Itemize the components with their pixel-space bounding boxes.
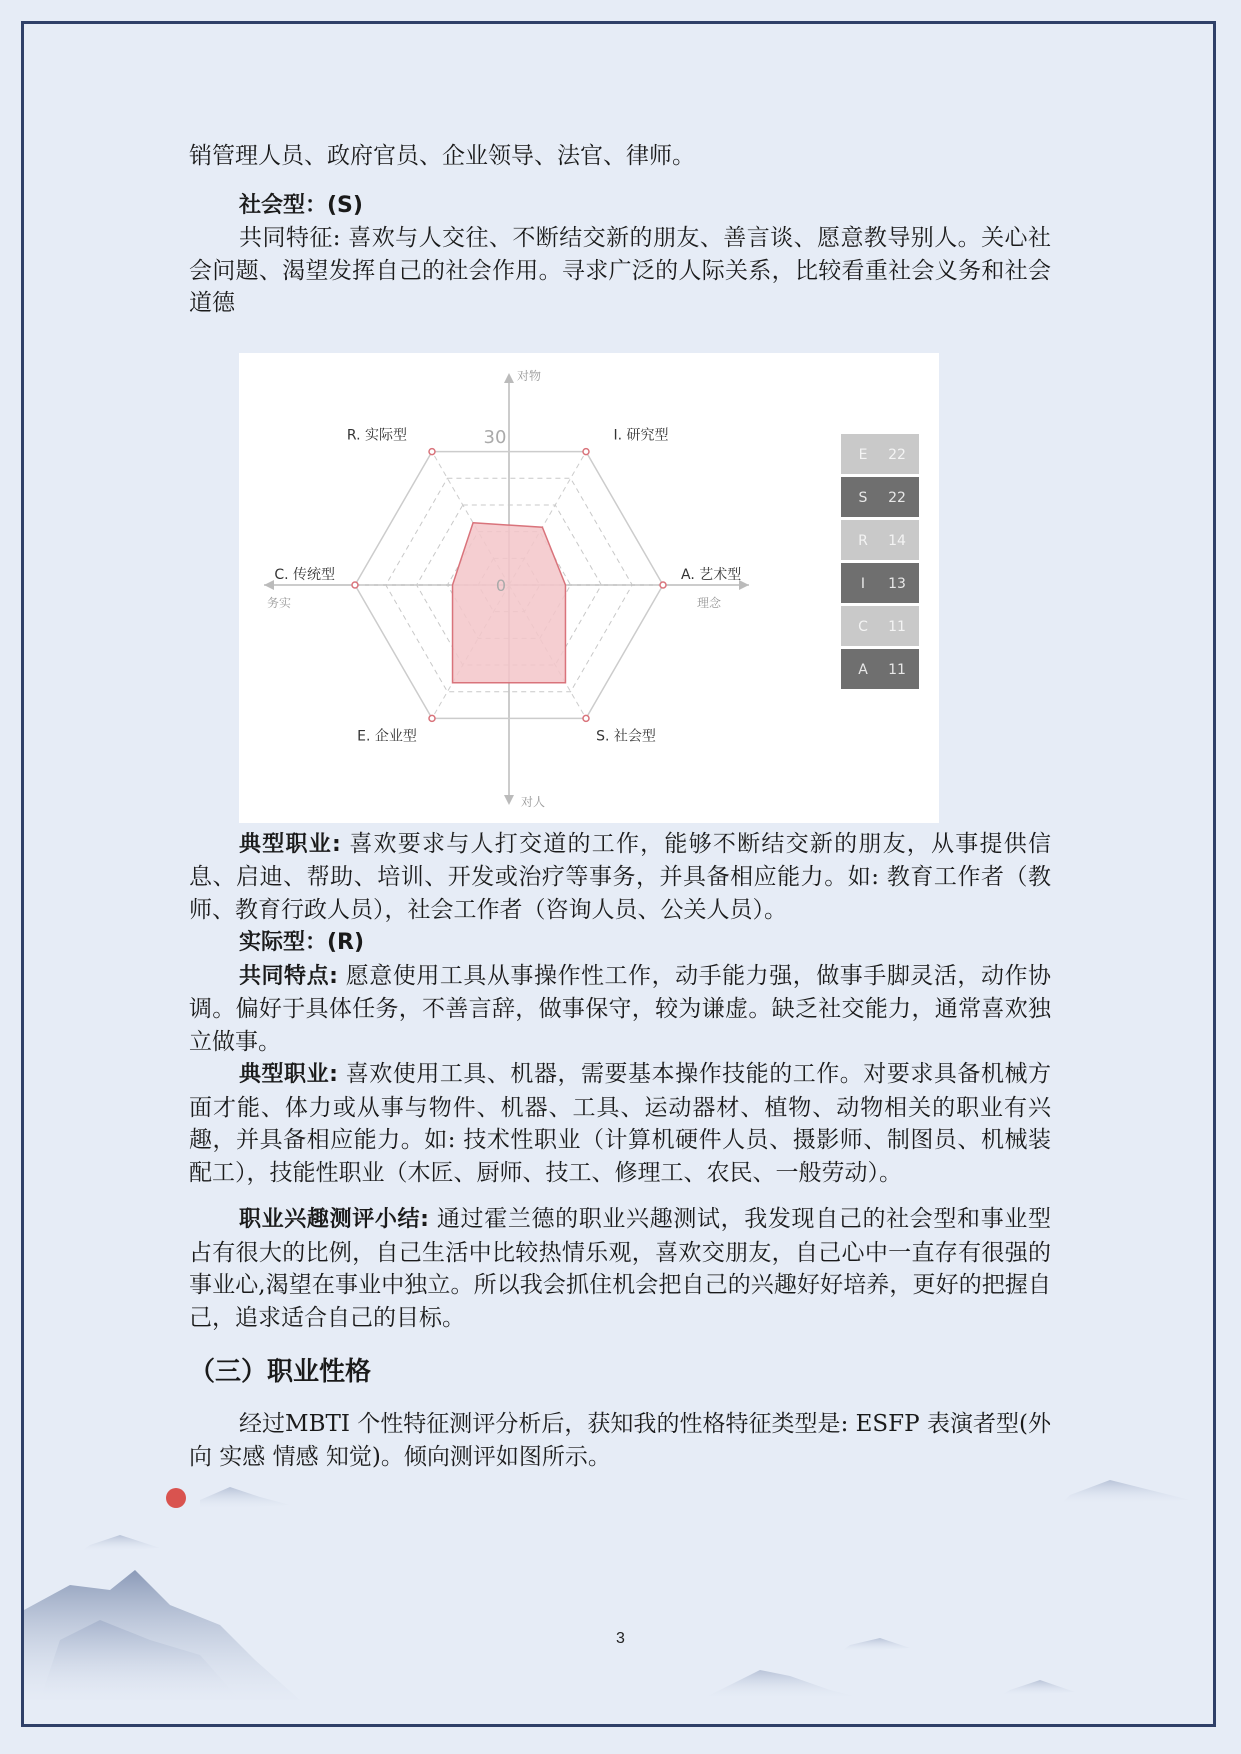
- rank-box-S: [841, 477, 919, 517]
- realistic-title: 实际型：(R): [239, 930, 365, 955]
- social-jobs-label: 典型职业:: [239, 831, 341, 857]
- axis-label-R: R. 实际型: [346, 427, 408, 444]
- intro-line: 销管理人员、政府官员、企业领导、法官、律师。: [189, 143, 695, 169]
- rank-key-R: R: [858, 533, 868, 549]
- rank-value-R: 14: [888, 533, 906, 549]
- vertex-marker-I: [583, 449, 589, 455]
- holland-radar-chart: [239, 353, 939, 823]
- vertex-marker-A: [660, 582, 666, 588]
- axis-arrow-top: [504, 373, 514, 383]
- rank-key-A: A: [858, 662, 868, 678]
- scale-zero-label: 0: [495, 576, 507, 595]
- social-title: 社会型：(S): [239, 192, 363, 218]
- rank-key-S: S: [858, 490, 868, 506]
- realistic-jobs-label: 典型职业:: [239, 1062, 338, 1087]
- social-heading: [189, 189, 1051, 223]
- axis-label-C: C. 传统型: [274, 567, 335, 583]
- axis-label-I: I. 研究型: [613, 427, 669, 444]
- rank-box-E: [841, 434, 919, 474]
- axis-arrow-bottom: [504, 795, 514, 805]
- realistic-traits-text: 愿意使用工具从事操作性工作，动手能力强，做事手脚灵活，动作协调。偏好于具体任务，不善言辞，做事保守，较为谦虚。缺乏社交能力，通常喜欢独立做事。: [189, 962, 1051, 1055]
- rank-key-I: I: [860, 576, 866, 592]
- social-traits: 共同特征: 喜欢与人交往、不断结交新的朋友、善言谈、愿意教导别人。关心社会问题、渴望发挥自己的社会作用。寻求广泛的人际关系，比较看重社会义务和社会道德: [189, 225, 1051, 316]
- axis-left-label: 务实: [267, 596, 292, 610]
- rank-value-S: 22: [888, 490, 906, 506]
- rank-value-A: 11: [888, 662, 906, 678]
- realistic-traits-paragraph: [189, 960, 1051, 1059]
- axis-label-S: S. 社会型: [596, 728, 656, 745]
- data-polygon: [453, 523, 566, 683]
- axis-right-label: 理念: [696, 596, 721, 610]
- axis-label-E: E. 企业型: [357, 728, 417, 745]
- scale-max-label: 30: [483, 427, 507, 448]
- summary-text: 通过霍兰德的职业兴趣测试，我发现自己的社会型和事业型占有很大的比例，自己生活中比较热情乐观，喜欢交朋友，自己心中一直存有很强的事业心,渴望在事业中独立。所以我会抓住机会把自己的兴趣好好培养，更好的把握自己，追求适合自己的目标。: [189, 1206, 1051, 1331]
- rank-value-I: 13: [888, 576, 906, 592]
- vertex-marker-S: [583, 715, 589, 721]
- social-jobs-text: 喜欢要求与人打交道的工作，能够不断结交新的朋友，从事提供信息、启迪、帮助、培训、开发或治疗等事务，并具备相应能力。如: 教育工作者（教师、教育行政人员），社会工作者（咨询人员、公关人员）。: [189, 830, 1051, 923]
- section3-heading: （三）职业性格: [189, 1357, 372, 1387]
- rank-box-R: [841, 520, 919, 560]
- section3-text: 经过MBTI 个性特征测评分析后，获知我的性格特征类型是: ESFP 表演者型(外向 实感 情感 知觉)。倾向测评如图所示。: [189, 1411, 1051, 1470]
- rank-value-C: 11: [888, 619, 906, 635]
- axis-label-A: A. 艺术型: [681, 567, 742, 583]
- rank-box-I: [841, 563, 919, 603]
- vertex-marker-R: [429, 449, 435, 455]
- realistic-heading: [189, 926, 1051, 960]
- rank-key-E: E: [858, 447, 868, 463]
- summary-label: 职业兴趣测评小结:: [239, 1207, 429, 1232]
- axis-arrow-left: [264, 580, 274, 590]
- axis-bottom-label: 对人: [521, 795, 546, 809]
- rank-key-C: C: [858, 619, 868, 635]
- vertex-marker-C: [352, 582, 358, 588]
- axis-top-label: 对物: [517, 369, 542, 383]
- rank-value-E: 22: [888, 447, 906, 463]
- realistic-traits-label: 共同特点:: [239, 963, 338, 989]
- page-content: [189, 140, 1051, 1473]
- rank-box-C: [841, 606, 919, 646]
- realistic-jobs-text: 喜欢使用工具、机器，需要基本操作技能的工作。对要求具备机械方面才能、体力或从事与物件、机器、工具、运动器材、植物、动物相关的职业有兴趣，并具备相应能力。如: 技术性职业（计算机硬件人员、摄影师、制图员、机械装配工），技能性职业（木匠、厨师、技工、修理工、农民、一般劳动）。: [189, 1061, 1051, 1186]
- radar-svg: [239, 353, 939, 823]
- page-number: 3: [616, 1630, 625, 1647]
- realistic-jobs-paragraph: [189, 1058, 1051, 1189]
- social-jobs-paragraph: [189, 828, 1051, 927]
- rank-box-A: [841, 649, 919, 689]
- vertex-marker-E: [429, 715, 435, 721]
- summary-paragraph: [189, 1203, 1051, 1334]
